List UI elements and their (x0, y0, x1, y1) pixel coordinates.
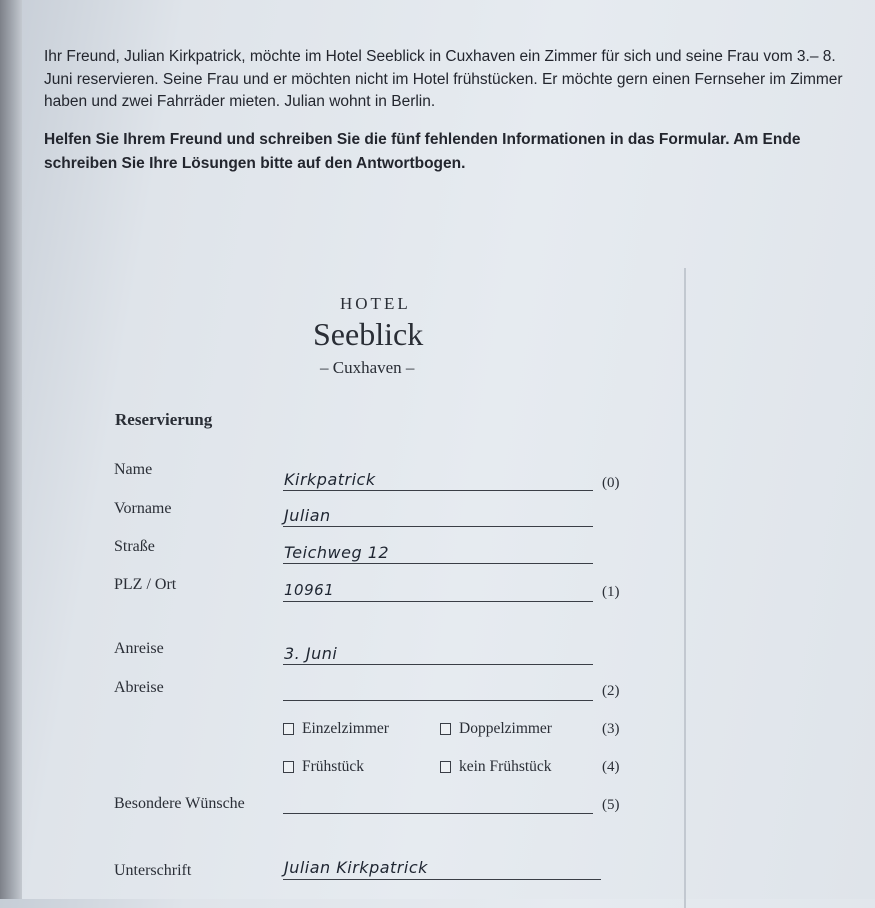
page-binding-edge (0, 0, 22, 899)
instructions-paragraph-1: Ihr Freund, Julian Kirkpatrick, möchte im Hotel Seeblick in Cuxhaven ein Zimmer für sich und seine Frau vom 3.– 8. Juni reservieren. Seine Frau und er möchten nicht im Hotel frühstücken. Er möchte gern einen Fernseher im Zimmer haben und zwei Fahrräder mieten. Julian wohnt in Berlin. (44, 48, 843, 110)
anreise-label: Anreise (114, 640, 164, 657)
option-fruehstueck-label: Frühstück (302, 758, 364, 775)
item-number-1: (1) (602, 584, 620, 600)
checkbox-einzelzimmer[interactable] (283, 723, 294, 735)
item-number-0: (0) (602, 475, 620, 491)
option-kein-fruehstueck[interactable] (440, 758, 552, 776)
instructions-task: Helfen Sie Ihrem Freund und schreiben Sie die fünf fehlenden Informationen in das Formular. Am Ende schreiben Sie Ihre Lösungen bitte auf den Antwortbogen. (44, 130, 801, 172)
abreise-label: Abreise (114, 679, 164, 696)
anreise-value: 3. Juni (284, 644, 338, 663)
option-einzelzimmer-label: Einzelzimmer (302, 720, 389, 737)
name-label: Name (114, 461, 153, 478)
item-number-2: (2) (602, 683, 620, 699)
plz-ort-label: PLZ / Ort (114, 576, 177, 593)
checkbox-fruehstueck[interactable] (283, 761, 294, 773)
hotel-name: Seeblick (313, 316, 424, 352)
item-number-3: (3) (602, 721, 620, 737)
form-title: Reservierung (115, 410, 213, 429)
vorname-value: Julian (284, 506, 331, 525)
option-einzelzimmer[interactable] (283, 720, 389, 738)
item-number-4: (4) (602, 759, 620, 775)
strasse-value: Teichweg 12 (284, 543, 390, 562)
checkbox-doppelzimmer[interactable] (440, 723, 451, 735)
checkbox-kein-fruehstueck[interactable] (440, 761, 451, 773)
plz-ort-value: 10961 (284, 581, 335, 599)
option-fruehstueck[interactable] (283, 758, 364, 776)
abreise-field[interactable] (283, 680, 593, 701)
vorname-label: Vorname (114, 500, 172, 517)
wuensche-field[interactable] (283, 793, 593, 814)
name-value: Kirkpatrick (284, 470, 376, 489)
option-kein-fruehstueck-label: kein Frühstück (459, 758, 552, 775)
option-doppelzimmer[interactable] (440, 720, 552, 738)
hotel-city: – Cuxhaven – (320, 358, 415, 377)
option-doppelzimmer-label: Doppelzimmer (459, 720, 552, 737)
instructions (44, 46, 844, 190)
wuensche-label: Besondere Wünsche (114, 795, 245, 812)
unterschrift-label: Unterschrift (114, 862, 192, 879)
strasse-label: Straße (114, 538, 155, 555)
unterschrift-value: Julian Kirkpatrick (284, 858, 428, 877)
hotel-label: HOTEL (340, 294, 411, 313)
item-number-5: (5) (602, 797, 620, 813)
